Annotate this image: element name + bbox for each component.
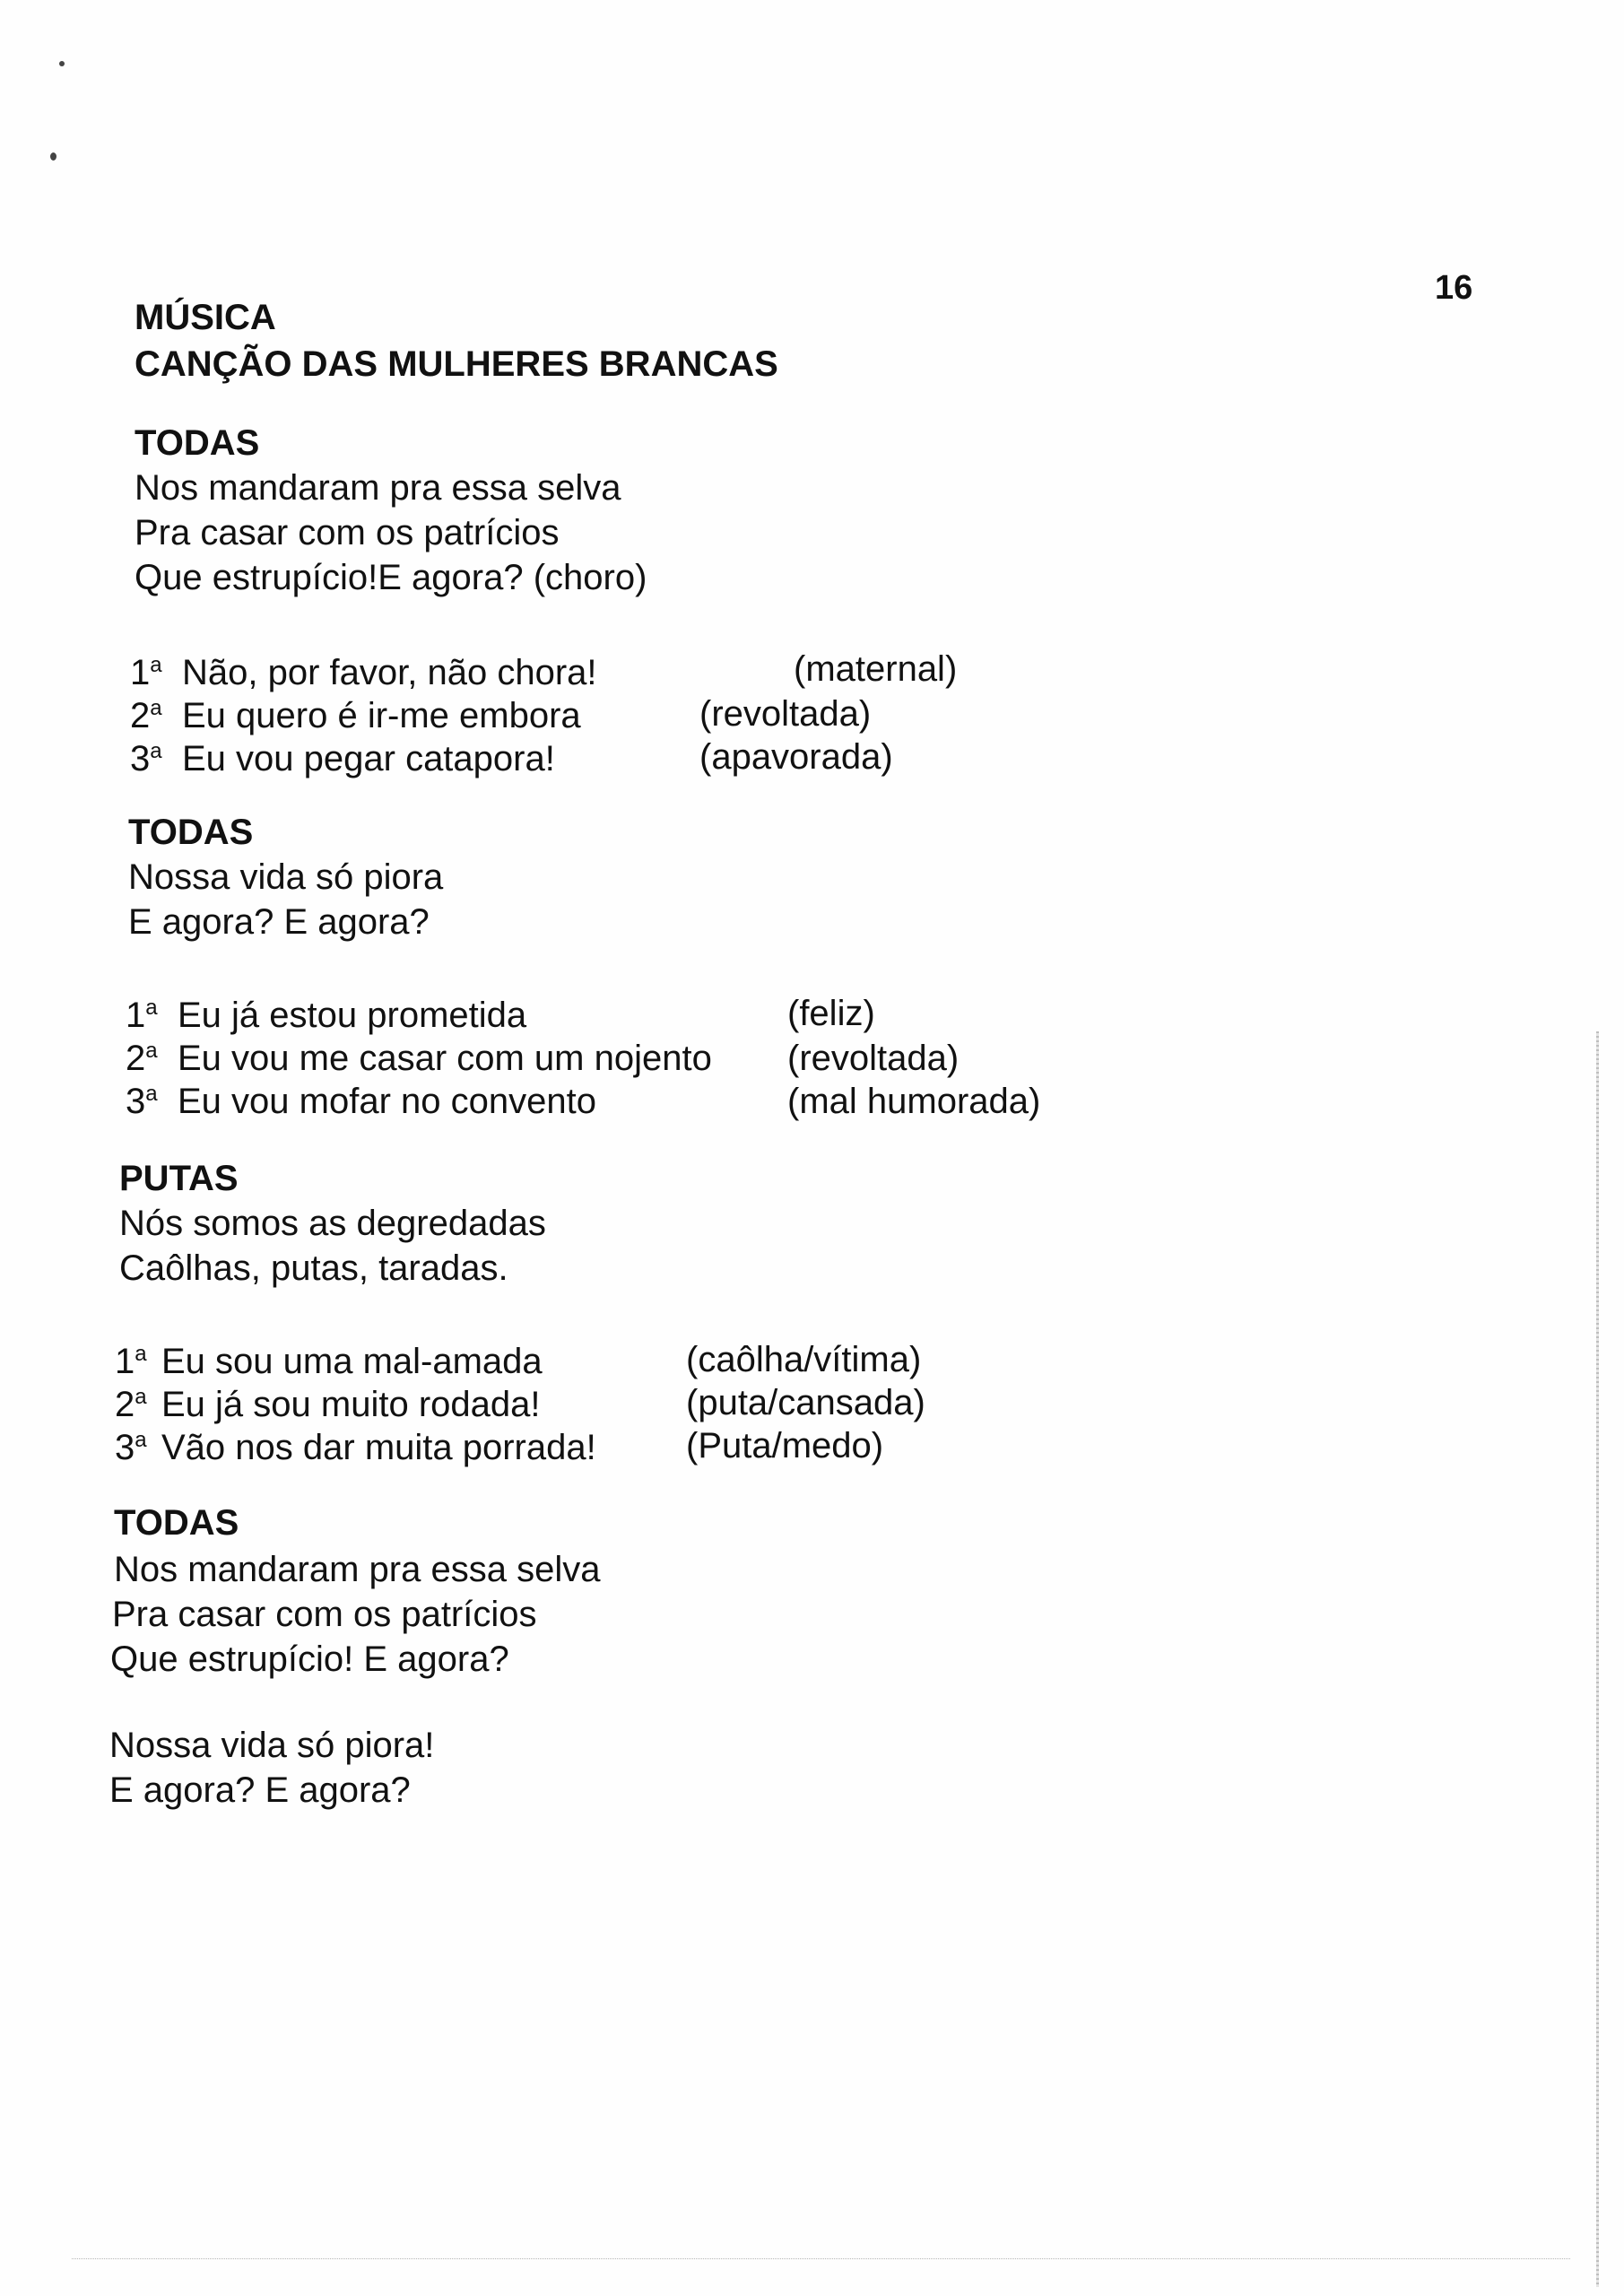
ordinal: 1$^a$ xyxy=(126,996,158,1035)
speaker-label: TODAS xyxy=(114,1503,239,1543)
lyric-text: Eu quero é ir-me embora xyxy=(182,696,581,735)
scan-speck xyxy=(59,61,65,66)
lyric-line: E agora? E agora? xyxy=(109,1770,411,1810)
ordinal: 1$^a$ xyxy=(115,1342,147,1381)
stage-direction: (feliz) xyxy=(787,994,875,1033)
stage-direction: (revoltada) xyxy=(787,1039,960,1078)
lyric-line: Nos mandaram pra essa selva xyxy=(135,468,621,508)
lyric-line: Nossa vida só piora xyxy=(128,857,444,897)
ordinal: 3$^a$ xyxy=(115,1428,147,1467)
stage-direction: (caôlha/vítima) xyxy=(686,1340,922,1379)
ordinal: 1$^a$ xyxy=(130,653,162,692)
ordinal: 2$^a$ xyxy=(115,1385,147,1424)
stage-direction: (apavorada) xyxy=(699,737,893,777)
lyric-text: Eu sou uma mal-amada xyxy=(161,1342,543,1381)
lyric-line: Que estrupício! E agora? xyxy=(110,1639,509,1679)
speaker-label: TODAS xyxy=(135,423,260,463)
lyric-line: Caôlhas, putas, taradas. xyxy=(119,1248,508,1288)
page-number: 16 xyxy=(1435,269,1473,307)
lyric-line: Pra casar com os patrícios xyxy=(112,1595,537,1634)
song-title: CANÇÃO DAS MULHERES BRANCAS xyxy=(135,344,778,384)
numbered-line xyxy=(126,1073,596,1123)
stage-direction: (revoltada) xyxy=(699,694,872,734)
lyric-text: Eu já estou prometida xyxy=(178,996,527,1035)
scan-speck xyxy=(50,152,56,161)
scan-edge-artifact xyxy=(1596,1031,1599,2287)
lyric-text: Eu vou mofar no convento xyxy=(178,1082,596,1121)
document-title: MÚSICA xyxy=(135,298,276,337)
lyric-text: Eu vou me casar com um nojento xyxy=(178,1039,712,1078)
lyric-text: Eu vou pegar catapora! xyxy=(182,739,555,778)
lyric-line: E agora? E agora? xyxy=(128,902,430,942)
lyric-text: Vão nos dar muita porrada! xyxy=(161,1428,596,1467)
lyric-line: Que estrupício!E agora? (choro) xyxy=(135,558,647,597)
speaker-label: PUTAS xyxy=(119,1159,239,1198)
speaker-label: TODAS xyxy=(128,813,254,852)
stage-direction: (mal humorada) xyxy=(787,1082,1041,1121)
stage-direction: (puta/cansada) xyxy=(686,1383,925,1422)
lyric-line: Nossa vida só piora! xyxy=(109,1726,435,1765)
numbered-line xyxy=(115,1419,596,1469)
stage-direction: (Puta/medo) xyxy=(686,1426,884,1465)
ordinal: 2$^a$ xyxy=(130,696,162,735)
ordinal: 2$^a$ xyxy=(126,1039,158,1078)
stage-direction: (maternal) xyxy=(794,649,958,689)
lyric-line: Pra casar com os patrícios xyxy=(135,513,560,552)
ordinal: 3$^a$ xyxy=(130,739,162,778)
scan-bottom-artifact xyxy=(72,2258,1570,2260)
ordinal: 3$^a$ xyxy=(126,1082,158,1121)
lyric-line: Nós somos as degredadas xyxy=(119,1204,546,1243)
lyric-line: Nos mandaram pra essa selva xyxy=(114,1550,601,1589)
lyric-text: Não, por favor, não chora! xyxy=(182,653,597,692)
lyric-text: Eu já sou muito rodada! xyxy=(161,1385,541,1424)
numbered-line xyxy=(130,730,555,780)
